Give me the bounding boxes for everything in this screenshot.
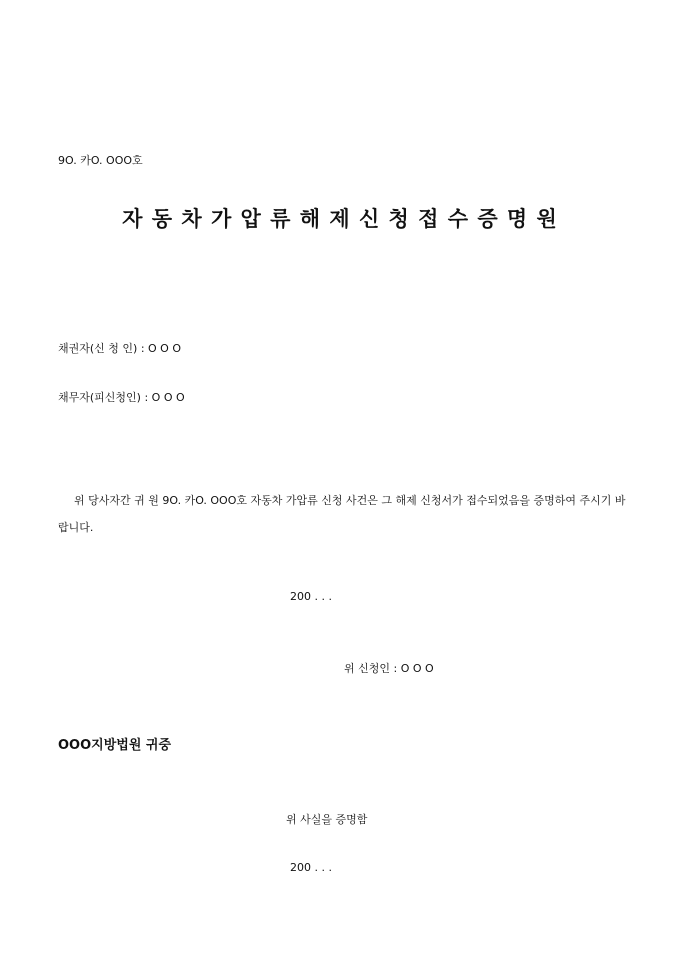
creditor-line: 채권자(신 청 인) : O O O <box>58 342 181 355</box>
document-title: 자 동 차 가 압 류 해 제 신 청 접 수 증 명 원 <box>122 206 558 231</box>
case-number: 9O. 카O. OOO호 <box>58 154 143 167</box>
date-line: 200 . . . <box>290 590 332 603</box>
certification-date-line: 200 . . . <box>290 861 332 874</box>
debtor-line: 채무자(피신청인) : O O O <box>58 391 185 404</box>
applicant-line: 위 신청인 : O O O <box>344 662 434 675</box>
court-addressee: OOO지방법원 귀중 <box>58 738 172 753</box>
body-paragraph: 위 당사자간 귀 원 9O. 카O. OOO호 자동차 가압류 신청 사건은 그 해제 신청서가 접수되었음을 증명하여 주시기 바랍니다. <box>58 494 626 534</box>
certification-line: 위 사실을 증명함 <box>286 813 368 826</box>
